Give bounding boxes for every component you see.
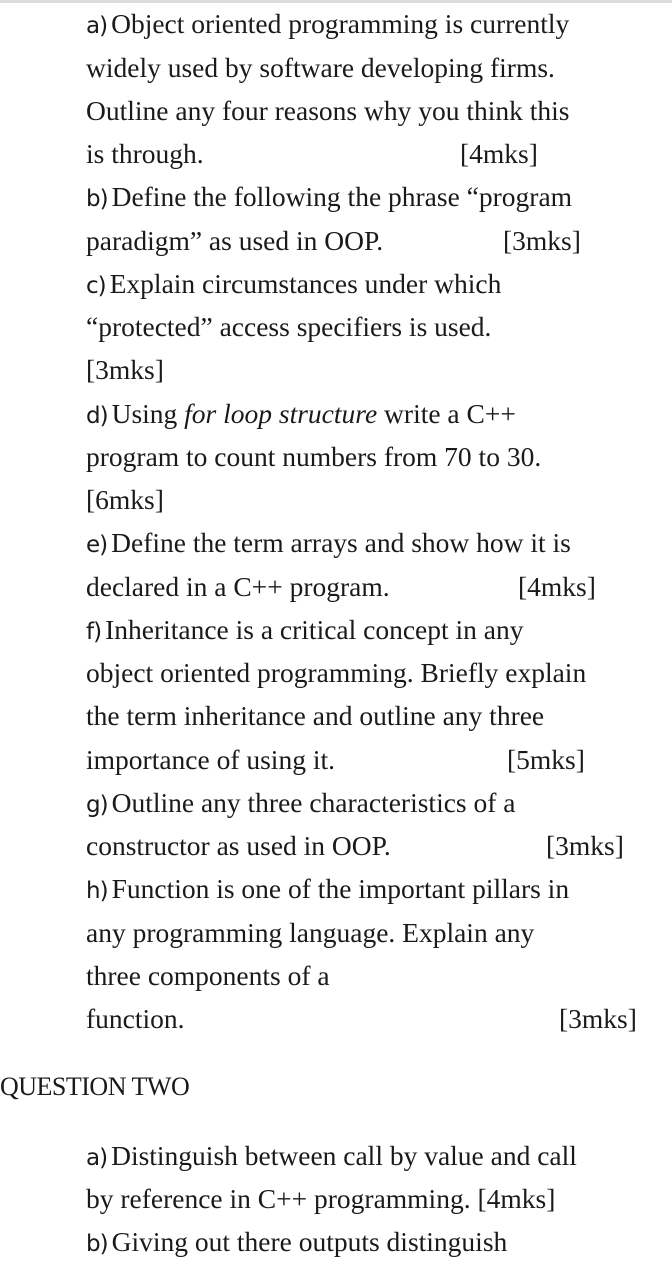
q2b-line-1 <box>86 1220 507 1263</box>
q1e-line-1 <box>86 521 571 564</box>
q1f-line-4 <box>86 738 672 781</box>
q1h-line-2 <box>86 911 534 954</box>
q1a-marks: [4mks] <box>460 138 538 169</box>
q1a-text-4: is through. <box>86 138 204 169</box>
section-heading-question-two: QUESTION TWO <box>0 1072 190 1101</box>
q1b-marks: [3mks] <box>503 225 581 256</box>
q1c-text-1: Explain circumstances under which <box>109 268 502 299</box>
q1h-text-3: three components of a <box>86 960 330 991</box>
q1h-text-2: any programming language. Explain any <box>86 917 535 948</box>
q1d-marks: [6mks] <box>86 484 164 515</box>
q1g-marks: [3mks] <box>546 830 624 861</box>
q1f-label: f) <box>86 619 102 645</box>
q1b-text-1: Define the following the phrase “program <box>111 181 573 212</box>
q2a-text-1: Distinguish between call by value and call <box>111 1140 577 1171</box>
q1d-line-1 <box>86 392 516 435</box>
q1h-marks: [3mks] <box>559 1003 637 1034</box>
q1g-line-2 <box>86 824 672 867</box>
q1c-line-1 <box>86 262 501 305</box>
q1f-text-1: Inheritance is a critical concept in any <box>105 614 524 645</box>
q1e-text-2: declared in a C++ program. <box>86 571 390 602</box>
q1a-line-4 <box>86 132 672 175</box>
q1f-text-4: importance of using it. <box>86 744 335 775</box>
q1c-label: c) <box>86 273 106 299</box>
q1c-marks: [3mks] <box>86 354 164 385</box>
q2b-label: b) <box>86 1231 108 1257</box>
q1h-line-1 <box>86 867 569 910</box>
q1a-line-1 <box>86 2 569 45</box>
q2a-line-1 <box>86 1134 577 1177</box>
q1c-line-2 <box>86 305 491 348</box>
q1f-text-2: object oriented programming. Briefly explain <box>86 657 587 688</box>
q1g-line-1 <box>86 781 515 824</box>
q1e-text-1: Define the term arrays and show how it is <box>111 527 571 558</box>
q1b-line-1 <box>86 175 572 218</box>
q1g-label: g) <box>86 792 108 818</box>
q1d-text-post: write a C++ <box>384 398 516 429</box>
q1f-line-2 <box>86 651 586 694</box>
q1f-line-3 <box>86 694 544 737</box>
q2a-line-2 <box>86 1177 555 1220</box>
q2b-text-1: Giving out there outputs distinguish <box>111 1226 508 1257</box>
q1d-line-2 <box>86 435 541 478</box>
q2a-text-2: by reference in C++ programming. <box>86 1183 471 1214</box>
q1a-text-1: Object oriented programming is currently <box>111 8 570 39</box>
q1b-text-2: paradigm” as used in OOP. <box>86 225 384 256</box>
q1a-line-2 <box>86 46 555 89</box>
q1a-line-3 <box>86 89 569 132</box>
q1g-text-1: Outline any three characteristics of a <box>111 787 516 818</box>
q1a-text-2: widely used by software developing firms. <box>86 52 555 83</box>
q2a-marks: [4mks] <box>477 1183 556 1214</box>
q1f-marks: [5mks] <box>507 744 585 775</box>
q1h-text-4: function. <box>86 1003 185 1034</box>
q1h-line-3 <box>86 954 330 997</box>
q1d-text-italic: for loop structure <box>184 398 378 429</box>
q1d-line-3 <box>86 478 164 521</box>
q1c-line-3 <box>86 348 164 391</box>
q1a-text-3: Outline any four reasons why you think this <box>86 95 570 126</box>
q1e-marks: [4mks] <box>518 571 596 602</box>
q1b-label: b) <box>86 186 108 212</box>
q1h-text-1: Function is one of the important pillars in <box>111 873 570 904</box>
q1e-label: e) <box>86 532 108 558</box>
q1h-label: h) <box>86 878 108 904</box>
q1b-line-2 <box>86 219 672 262</box>
q1h-line-4 <box>86 997 672 1040</box>
q1e-line-2 <box>86 565 672 608</box>
q1d-label: d) <box>86 403 108 429</box>
q1f-line-1 <box>86 608 524 651</box>
q1a-label: a) <box>86 13 108 39</box>
q1d-text-2: program to count numbers from 70 to 30. <box>86 441 542 472</box>
q1c-text-2: “protected” access specifiers is used. <box>86 311 492 342</box>
q2a-label: a) <box>86 1145 108 1171</box>
q1g-text-2: constructor as used in OOP. <box>86 830 391 861</box>
q1f-text-3: the term inheritance and outline any three <box>86 700 545 731</box>
q1d-text-pre: Using <box>111 398 178 429</box>
